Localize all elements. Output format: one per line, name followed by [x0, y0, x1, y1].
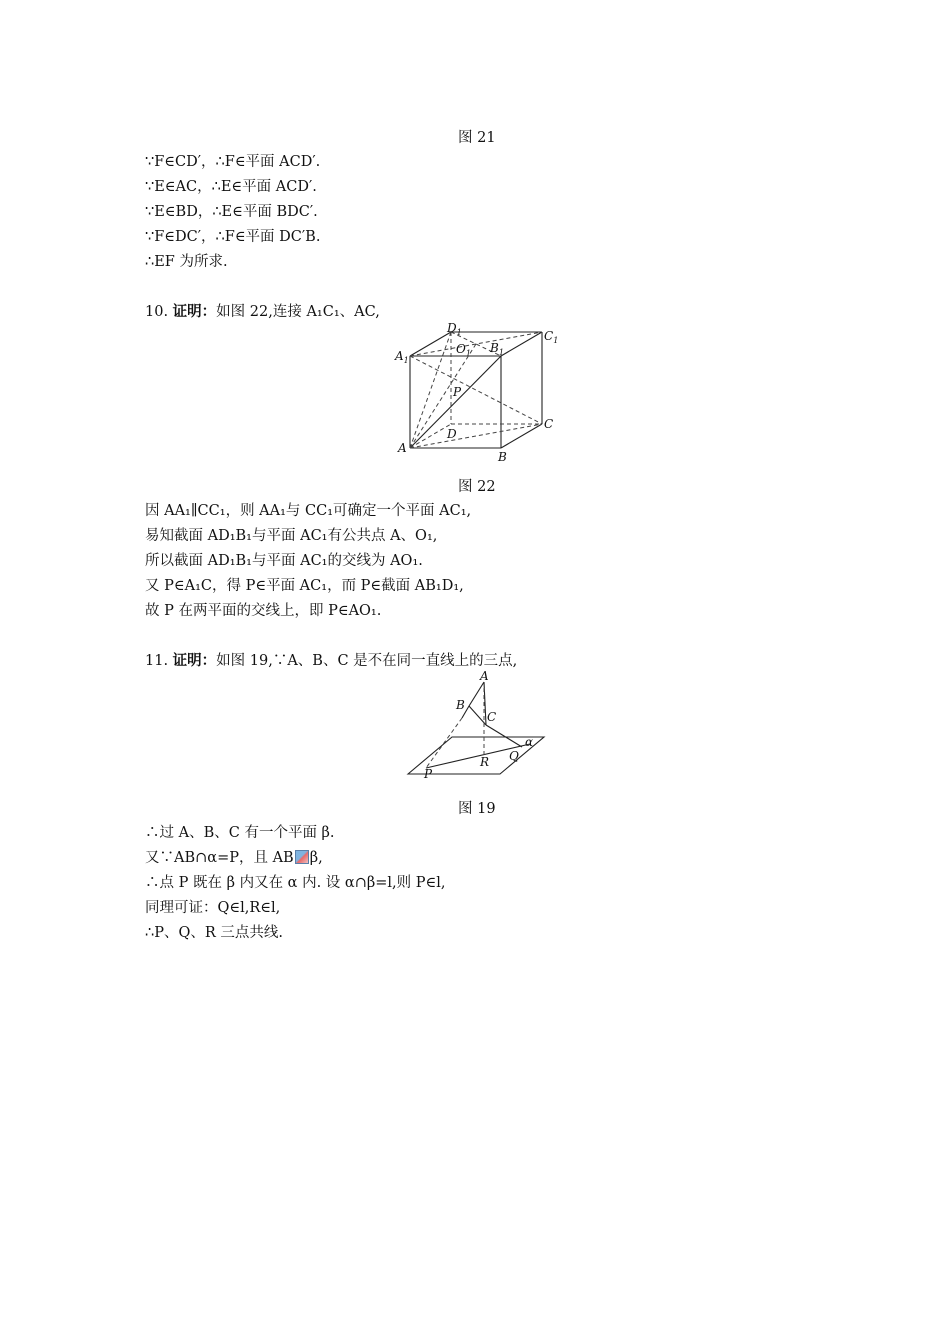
- label-O1: $O_1$: [456, 342, 471, 358]
- proof-keyword: 证明：: [172, 652, 217, 669]
- proof-line: ∵F∈DC′，∴F∈平面 DC′B.: [145, 229, 321, 245]
- label-Q: Q: [509, 749, 519, 763]
- label-D1: $D_1$: [447, 321, 462, 337]
- cube-diagram: [392, 318, 562, 468]
- proof-line: 同理可证：Q∈l,R∈l,: [145, 900, 281, 916]
- figure-19-plane: [404, 668, 549, 783]
- figure-22-cube: [392, 318, 562, 468]
- proof-line: ∴点 P 既在 β 内又在 α 内. 设 α∩β=l,则 P∈l,: [145, 875, 446, 891]
- figure-22-caption: 图 22: [458, 479, 496, 495]
- broken-image-icon: [295, 850, 309, 864]
- problem-intro: 如图 22,连接 A₁C₁、AC,: [216, 304, 380, 320]
- label-R: R: [480, 755, 490, 769]
- label-A1: $A_1$: [395, 349, 409, 365]
- label-C: C: [544, 417, 554, 431]
- proof-keyword: 证明：: [172, 303, 217, 320]
- label-P: P: [424, 767, 433, 781]
- label-A: A: [480, 669, 489, 683]
- proof-line: 故 P 在两平面的交线上，即 P∈AO₁.: [145, 603, 382, 619]
- label-A: A: [398, 441, 407, 455]
- proof-line: ∵F∈CD′，∴F∈平面 ACD′.: [145, 154, 321, 170]
- label-C: C: [487, 710, 497, 724]
- proof-line: [145, 848, 323, 868]
- problem-10-heading: [145, 302, 380, 322]
- proof-line: 因 AA₁∥CC₁，则 AA₁与 CC₁可确定一个平面 AC₁,: [145, 503, 472, 519]
- label-B: B: [456, 698, 465, 712]
- proof-line: 所以截面 AD₁B₁与平面 AC₁的交线为 AO₁.: [145, 553, 423, 569]
- proof-line: ∴EF 为所求.: [145, 254, 228, 270]
- problem-intro: 如图 19,∵A、B、C 是不在同一直线上的三点,: [216, 653, 518, 669]
- label-C1: $C_1$: [544, 329, 559, 345]
- proof-line: ∵E∈BD，∴E∈平面 BDC′.: [145, 204, 318, 220]
- proof-text: β,: [309, 850, 323, 866]
- proof-line: ∴P、Q、R 三点共线.: [145, 925, 284, 941]
- label-alpha: α: [525, 735, 534, 749]
- proof-text: 又∵AB∩α=P，且 AB: [145, 850, 294, 866]
- label-P: P: [453, 385, 462, 399]
- label-D: D: [447, 427, 457, 441]
- problem-number: 11.: [145, 653, 169, 669]
- plane-diagram: [404, 668, 549, 783]
- proof-line: 又 P∈A₁C，得 P∈平面 AC₁，而 P∈截面 AB₁D₁,: [145, 578, 464, 594]
- figure-21-caption: 图 21: [458, 130, 496, 146]
- label-B1: $B_1$: [490, 341, 504, 357]
- proof-line: ∴过 A、B、C 有一个平面 β.: [145, 825, 335, 841]
- proof-line: 易知截面 AD₁B₁与平面 AC₁有公共点 A、O₁,: [145, 528, 438, 544]
- problem-number: 10.: [145, 304, 169, 320]
- label-B: B: [498, 450, 507, 464]
- proof-line: ∵E∈AC，∴E∈平面 ACD′.: [145, 179, 317, 195]
- figure-19-caption: 图 19: [458, 801, 496, 817]
